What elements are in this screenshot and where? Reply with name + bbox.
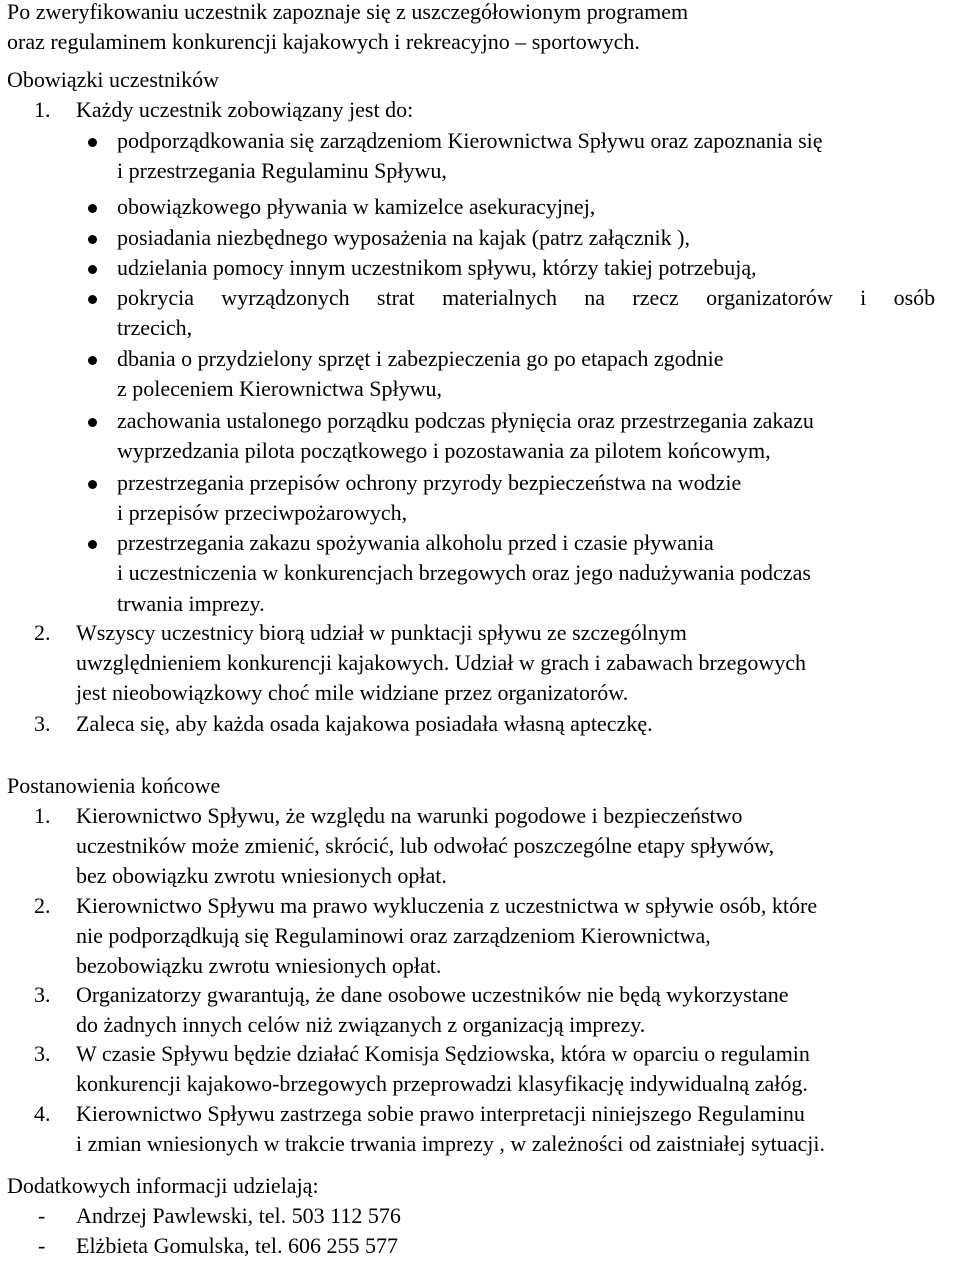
list-number: 4.: [34, 1101, 51, 1126]
contacts-heading: Dodatkowych informacji udzielają:: [7, 1173, 319, 1198]
bullet-icon: [88, 295, 97, 304]
intro-line: oraz regulaminem konkurencji kajakowych i rekreacyjno – sportowych.: [7, 29, 640, 54]
section-heading: Postanowienia końcowe: [7, 773, 221, 798]
list-item-text: uczestników może zmienić, skrócić, lub odwołać poszczególne etapy spływów,: [76, 832, 775, 858]
list-item-text: uwzględnieniem konkurencji kajakowych. Udział w grach i zabawach brzegowych: [76, 650, 806, 675]
list-item-text: Wszyscy uczestnicy biorą udział w punktacji spływu ze szczególnym: [76, 620, 687, 645]
bullet-item-text: trzecich,: [117, 315, 193, 341]
contact-text: Andrzej Pawlewski, tel. 503 112 576: [76, 1203, 401, 1228]
bullet-item-text: i uczestniczenia w konkurencjach brzegowych oraz jego nadużywania podczas: [117, 560, 811, 586]
list-item-text: i zmian wniesionych w trakcie trwania imprezy , w zależności od zaistniałej sytuacji.: [76, 1130, 825, 1156]
section-heading: Obowiązki uczestników: [7, 67, 219, 92]
bullet-icon: [88, 540, 97, 549]
list-item-text: nie podporządkują się Regulaminowi oraz zarządzeniom Kierownictwa,: [76, 922, 711, 948]
bullet-item-text: trwania imprezy.: [117, 590, 265, 616]
bullet-item-text: i przestrzegania Regulaminu Spływu,: [117, 158, 447, 184]
list-item-text: bezobowiązku zwrotu wniesionych opłat.: [76, 952, 442, 978]
bullet-icon: [88, 265, 97, 274]
list-number: 2.: [34, 893, 51, 918]
bullet-icon: [88, 204, 97, 213]
list-number: 1.: [34, 803, 51, 828]
bullet-item-text: posiadania niezbędnego wyposażenia na kajak (patrz załącznik ),: [117, 225, 690, 250]
list-item-text: W czasie Spływu będzie działać Komisja Sędziowska, która w oparciu o regulamin: [76, 1041, 810, 1066]
contact-text: Elżbieta Gomulska, tel. 606 255 577: [76, 1233, 398, 1258]
bullet-icon: [88, 138, 97, 147]
bullet-icon: [88, 418, 97, 427]
bullet-item-text: przestrzegania zakazu spożywania alkoholu przed i czasie pływania: [117, 530, 714, 555]
list-item-text: jest nieobowiązkowy choć mile widziane przez organizatorów.: [76, 680, 629, 705]
bullet-item-text: i przepisów przeciwpożarowych,: [117, 500, 408, 526]
bullet-item-text: wyprzedzania pilota początkowego i pozostawania za pilotem końcowym,: [117, 438, 771, 464]
contact-dash: -: [38, 1233, 46, 1258]
list-item-text: bez obowiązku zwrotu wniesionych opłat.: [76, 862, 447, 888]
bullet-item-text: zachowania ustalonego porządku podczas płynięcia oraz przestrzegania zakazu: [117, 408, 814, 433]
bullet-icon: [88, 356, 97, 365]
list-number: 2.: [34, 620, 51, 645]
bullet-item-text: dbania o przydzielony sprzęt i zabezpieczenia go po etapach zgodnie: [117, 346, 724, 371]
bullet-icon: [88, 480, 97, 489]
list-item-text: Organizatorzy gwarantują, że dane osobowe uczestników nie będą wykorzystane: [76, 982, 789, 1007]
list-item-text: Każdy uczestnik zobowiązany jest do:: [76, 97, 414, 122]
list-number: 3.: [34, 1041, 51, 1066]
bullet-item-text: z poleceniem Kierownictwa Spływu,: [117, 376, 443, 402]
list-item-text: Kierownictwo Spływu, że względu na warunki pogodowe i bezpieczeństwo: [76, 803, 743, 828]
list-item-text: Kierownictwo Spływu zastrzega sobie prawo interpretacji niniejszego Regulaminu: [76, 1101, 805, 1126]
list-number: 3.: [34, 982, 51, 1007]
list-number: 3.: [34, 711, 51, 736]
bullet-item-text: przestrzegania przepisów ochrony przyrody bezpieczeństwa na wodzie: [117, 470, 742, 495]
bullet-icon: [88, 235, 97, 244]
list-number: 1.: [34, 97, 51, 122]
bullet-item-text: pokrycia wyrządzonych strat materialnych na rzecz organizatorów i osób: [117, 285, 936, 310]
list-item-text: Kierownictwo Spływu ma prawo wykluczenia z uczestnictwa w spływie osób, które: [76, 893, 818, 918]
bullet-item-text: podporządkowania się zarządzeniom Kierownictwa Spływu oraz zapoznania się: [117, 128, 823, 153]
bullet-item-text: udzielania pomocy innym uczestnikom spływu, którzy takiej potrzebują,: [117, 255, 757, 280]
list-item-text: Zaleca się, aby każda osada kajakowa posiadała własną apteczkę.: [76, 711, 653, 736]
contact-dash: -: [38, 1203, 46, 1228]
list-item-text: konkurencji kajakowo-brzegowych przeprowadzi klasyfikację indywidualną załóg.: [76, 1070, 808, 1096]
list-item-text: do żadnych innych celów niż związanych z organizacją imprezy.: [76, 1011, 646, 1037]
intro-line: Po zweryfikowaniu uczestnik zapoznaje się z uszczegółowionym programem: [7, 0, 689, 24]
bullet-item-text: obowiązkowego pływania w kamizelce asekuracyjnej,: [117, 194, 596, 219]
